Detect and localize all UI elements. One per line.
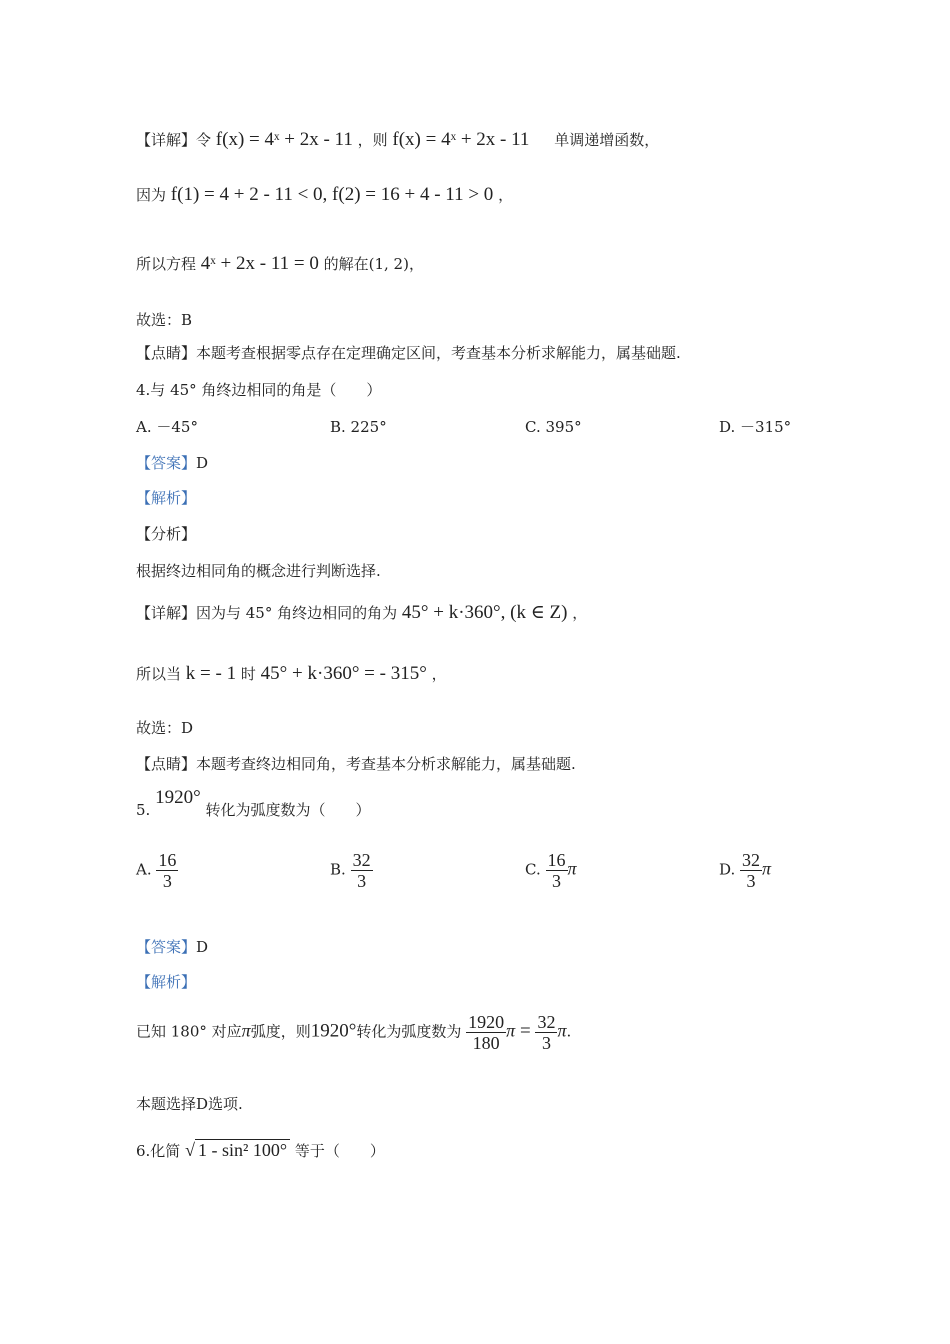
- q5-known-line: [136, 1012, 571, 1053]
- q5-known-value: 1920°: [310, 1020, 357, 1042]
- so-line: [136, 254, 424, 274]
- q5-option-b-label: B.: [330, 860, 346, 879]
- q5-fraction-1-numerator: 1920: [468, 1012, 505, 1032]
- answer-value: D: [196, 454, 209, 472]
- q5-conclusion: 本题选择D选项.: [136, 1095, 243, 1113]
- q5-option-c-fraction: [546, 850, 568, 891]
- so-suffix: 的解在(1, 2)，: [323, 255, 424, 273]
- q5-stem-text: 转化为弧度数为（ ）: [205, 801, 371, 819]
- q4-option-c: C. 395°: [525, 418, 582, 436]
- q5-option-c-denominator: 3: [552, 871, 561, 891]
- q4-option-b: B. 225°: [330, 418, 387, 436]
- q5-known-pi: π: [241, 1020, 251, 1041]
- q6-suffix: 等于（ ）: [294, 1142, 385, 1160]
- detail-suffix: 单调递增函数，: [554, 131, 660, 149]
- q5-option-d-pi: π: [762, 858, 772, 879]
- because-line: [136, 185, 513, 205]
- equation-expression: 4ˣ + 2x - 11 = 0: [200, 253, 319, 274]
- q4-option-a: A. －45°: [136, 418, 198, 436]
- function-expression-a: f(x) = 4ˣ + 2x - 11: [215, 129, 353, 150]
- q5-fraction-1-denominator: 180: [472, 1033, 500, 1053]
- q5-option-a-denominator: 3: [162, 871, 172, 891]
- q4-so-mid: 时: [240, 665, 256, 683]
- q4-detail-expression: 45° + k·360°, (k ∈ Z): [401, 602, 568, 623]
- q5-option-d: [719, 850, 771, 891]
- q5-known-prefix: 已知 180° 对应: [136, 1022, 242, 1041]
- q5-fraction-1-pi: π: [506, 1020, 516, 1041]
- q6-number: 6.化简: [136, 1142, 181, 1160]
- choice-line-1: 故选：B: [136, 311, 193, 329]
- because-prefix: 因为: [136, 186, 167, 204]
- because-suffix: ，: [498, 186, 514, 204]
- detail-line-1: [136, 130, 659, 150]
- question-4-stem: 4.与 45° 角终边相同的角是（ ）: [136, 381, 382, 399]
- q5-number: 5.: [136, 801, 151, 819]
- q5-degree-value: 1920°: [155, 787, 201, 808]
- q5-option-d-fraction: [740, 850, 762, 891]
- q5-known-mid: 弧度，则: [250, 1022, 311, 1041]
- q4-answer-line: [136, 453, 208, 473]
- q5-equals-sign: =: [519, 1020, 531, 1042]
- q5-option-a-label: A.: [136, 860, 152, 879]
- q4-analyze-text: 根据终边相同角的概念进行判断选择.: [136, 562, 381, 580]
- q5-option-b-denominator: 3: [357, 871, 367, 891]
- q4-comment: 【点睛】本题考查终边相同角，考查基本分析求解能力，属基础题.: [136, 755, 576, 773]
- q5-option-b: [330, 850, 373, 891]
- q5-fraction-1: [466, 1012, 506, 1053]
- q6-radicand: 1 - sin² 100°: [195, 1139, 290, 1160]
- question-5-stem: [136, 787, 371, 820]
- function-expression-b: f(x) = 4ˣ + 2x - 11: [392, 129, 530, 150]
- q5-answer-line: [136, 937, 208, 957]
- so-prefix: 所以方程: [136, 255, 197, 273]
- q5-option-c-numerator: 16: [547, 850, 566, 870]
- q4-k-value: k = - 1: [185, 663, 237, 684]
- answer-label: 【答案】: [136, 454, 197, 472]
- q4-so-prefix: 所以当: [136, 665, 182, 683]
- q5-fraction-2-denominator: 3: [541, 1033, 551, 1053]
- q5-known-end: .: [566, 1022, 572, 1041]
- q5-option-c-pi: π: [567, 858, 577, 879]
- q5-answer-value: D: [196, 938, 209, 956]
- comment-line-1: 【点睛】本题考查根据零点存在定理确定区间，考查基本分析求解能力，属基础题.: [136, 344, 681, 362]
- because-expression: f(1) = 4 + 2 - 11 < 0, f(2) = 16 + 4 - 11 > 0: [170, 184, 494, 205]
- q5-known-mid2: 转化为弧度数为: [356, 1022, 462, 1041]
- q4-option-d: D. －315°: [719, 418, 792, 436]
- q5-option-d-denominator: 3: [746, 871, 756, 891]
- q4-detail-suffix: ，: [572, 604, 588, 622]
- q5-fraction-2: [535, 1012, 557, 1053]
- q4-so-suffix: ，: [431, 665, 447, 683]
- q5-fraction-2-numerator: 32: [537, 1012, 556, 1032]
- question-6-stem: [136, 1140, 385, 1161]
- q5-option-c: [525, 850, 577, 891]
- q5-option-b-numerator: 32: [352, 850, 371, 870]
- q4-detail-line: [136, 603, 587, 623]
- q4-so-line: [136, 664, 447, 684]
- q5-option-d-label: D.: [719, 860, 736, 879]
- q4-analyze-head: 【分析】: [136, 525, 197, 543]
- q4-analysis-label: 【解析】: [136, 489, 197, 507]
- q5-option-a-numerator: 16: [158, 850, 177, 870]
- q4-detail-prefix: 【详解】因为与 45° 角终边相同的角为: [136, 604, 398, 622]
- q5-option-a: [136, 850, 178, 891]
- q6-sqrt-expression: √ 1 - sin² 100°: [185, 1140, 290, 1160]
- q4-choice: 故选：D: [136, 719, 194, 737]
- q5-option-b-fraction: [351, 850, 373, 891]
- q5-option-a-fraction: [156, 850, 178, 891]
- q5-analysis-label: 【解析】: [136, 973, 197, 991]
- detail-mid: ，则: [357, 131, 388, 149]
- q5-answer-label: 【答案】: [136, 938, 197, 956]
- q5-fraction-2-pi: π: [557, 1020, 567, 1041]
- q5-option-d-numerator: 32: [742, 850, 761, 870]
- detail-prefix: 【详解】令: [136, 131, 212, 149]
- q4-so-expression: 45° + k·360° = - 315°: [260, 663, 427, 684]
- q5-option-c-label: C.: [525, 860, 541, 879]
